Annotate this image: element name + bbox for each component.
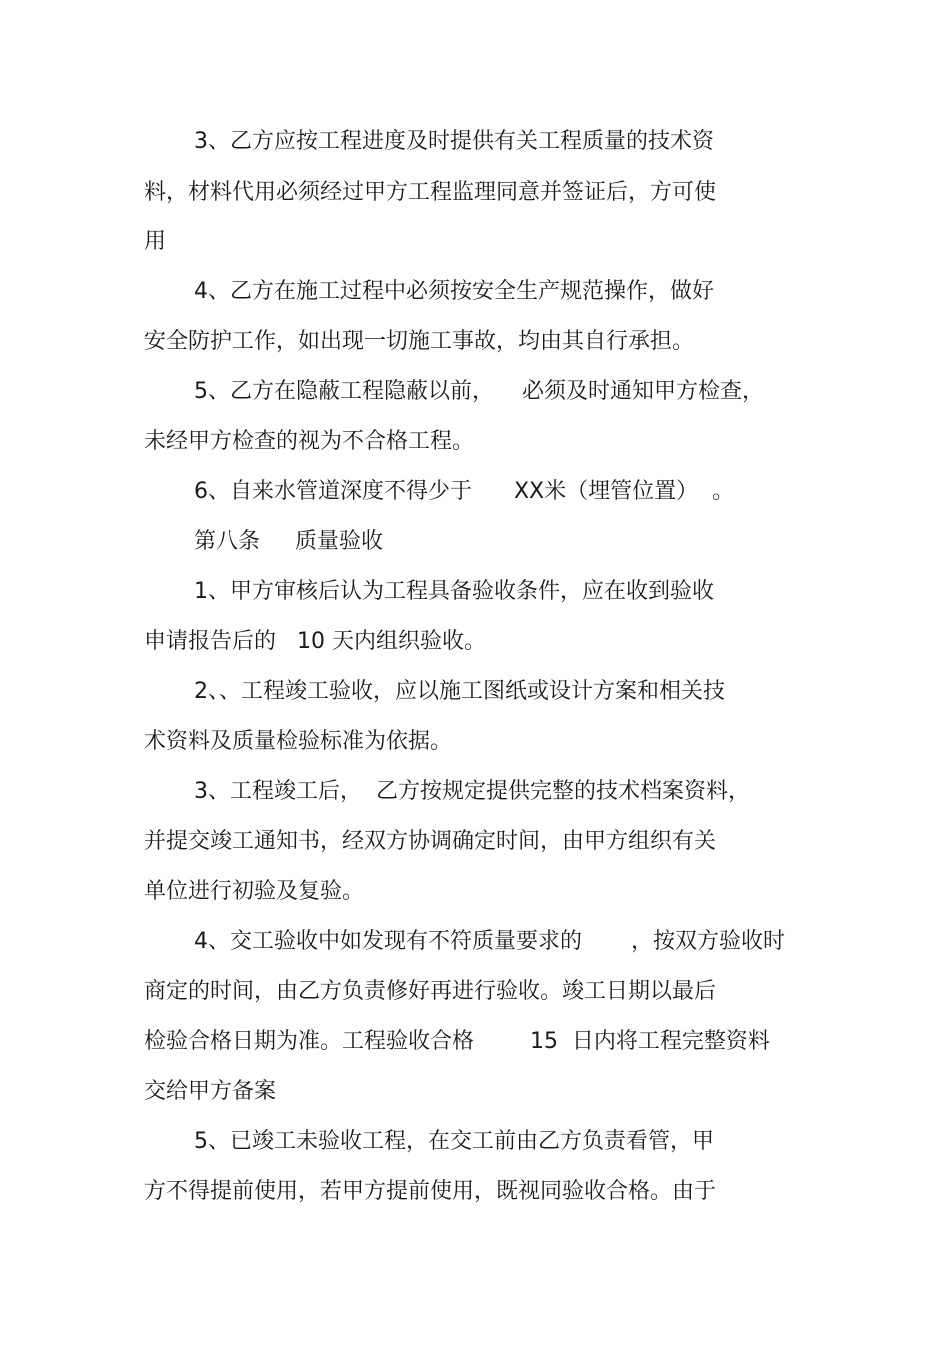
text-line: 4、乙方在施工过程中必须按安全生产规范操作，做好 bbox=[194, 279, 714, 304]
section-heading: 第八条 质量验收 bbox=[194, 529, 383, 554]
text-line: 3、工程竣工后， 乙方按规定提供完整的技术档案资料， bbox=[194, 779, 750, 804]
text-line: 3、乙方应按工程进度及时提供有关工程质量的技术资 bbox=[194, 129, 714, 154]
text-line: 未经甲方检查的视为不合格工程。 bbox=[144, 429, 475, 454]
text-line: 并提交竣工通知书，经双方协调确定时间，由甲方组织有关 bbox=[144, 829, 717, 854]
text-line: 用 bbox=[144, 229, 167, 254]
text-line: 申请报告后的 10 天内组织验收。 bbox=[144, 629, 486, 654]
text-line: 5、已竣工未验收工程，在交工前由乙方负责看管，甲 bbox=[194, 1129, 714, 1154]
text-line: 术资料及质量检验标准为依据。 bbox=[144, 729, 453, 754]
text-line: 1、甲方审核后认为工程具备验收条件，应在收到验收 bbox=[194, 579, 714, 604]
text-line: 2、、工程竣工验收，应以施工图纸或设计方案和相关技 bbox=[194, 679, 725, 704]
text-line: 检验合格日期为准。工程验收合格 15 日内将工程完整资料 bbox=[144, 1029, 770, 1054]
text-line: 商定的时间，由乙方负责修好再进行验收。竣工日期以最后 bbox=[144, 979, 717, 1004]
text-line: 单位进行初验及复验。 bbox=[144, 879, 365, 904]
text-line: 5、乙方在隐蔽工程隐蔽以前， 必须及时通知甲方检查， bbox=[194, 379, 764, 404]
text-line: 安全防护工作，如出现一切施工事故，均由其自行承担。 bbox=[144, 329, 695, 354]
text-line: 方不得提前使用，若甲方提前使用，既视同验收合格。由于 bbox=[144, 1179, 717, 1204]
text-line: 料，材料代用必须经过甲方工程监理同意并签证后，方可使 bbox=[144, 180, 717, 205]
text-line: 6、自来水管道深度不得少于 XX米（埋管位置） 。 bbox=[194, 479, 735, 504]
text-line: 交给甲方备案 bbox=[144, 1079, 277, 1104]
text-line: 4、交工验收中如发现有不符质量要求的 ，按双方验收时 bbox=[194, 929, 785, 954]
